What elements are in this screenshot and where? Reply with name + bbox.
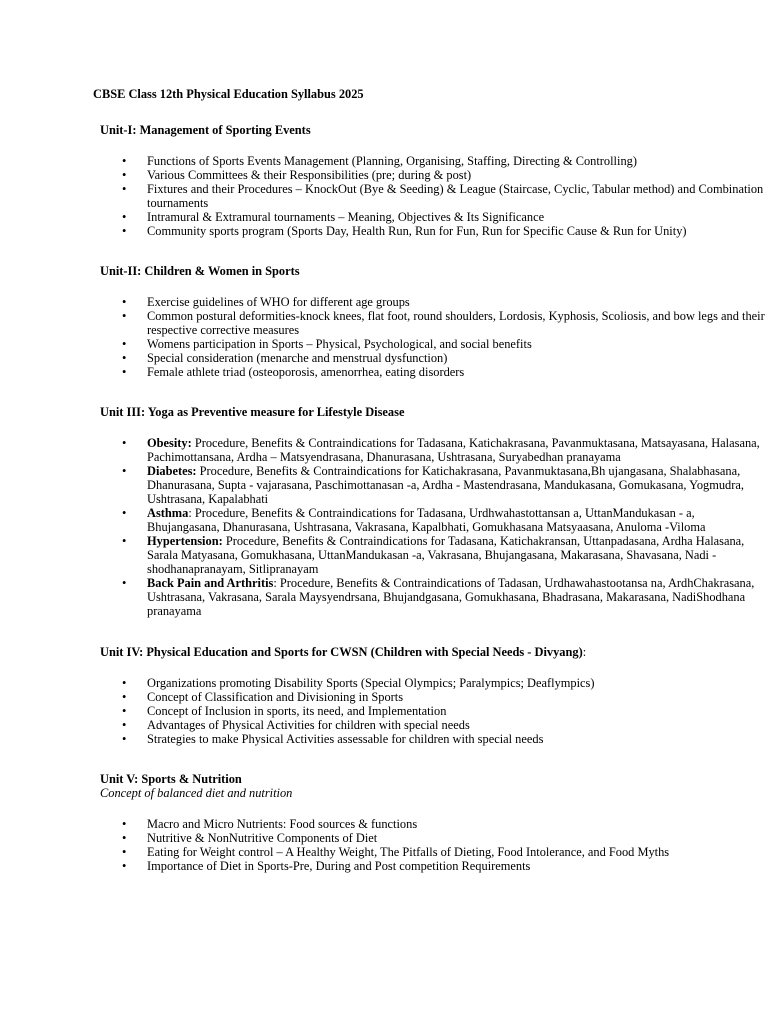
bullet-icon: • (122, 676, 127, 690)
unit-5-subheading: Concept of balanced diet and nutrition (100, 786, 293, 800)
list-item: • Strategies to make Physical Activities assessable for children with special needs (122, 732, 544, 746)
item-label: Obesity: (147, 436, 192, 450)
unit-5-section (100, 772, 765, 873)
bullet-icon: • (122, 295, 127, 309)
bullet-icon: • (122, 168, 127, 182)
list-item: • Eating for Weight control – A Healthy Weight, The Pitfalls of Dieting, Food Intolerance, and Food Myths (122, 845, 670, 859)
bullet-icon: • (122, 365, 127, 379)
unit-2-section (100, 264, 765, 379)
bullet-icon: • (122, 704, 127, 718)
list-item: • Female athlete triad (osteoporosis, amenorrhea, eating disorders (122, 365, 465, 379)
list-item: • Back Pain and Arthritis: Procedure, Benefits & Contraindications of Tadasan, Urdhawahastootansa na, ArdhChakrasana, Ushtrasana, Vakrasana, Sarala Maysyendrsana, Bhujandgasana, Gomukhasana, Bhadrasana, Makarasana, NadiShodhana pranayama (122, 576, 755, 618)
list-item: • Special consideration (menarche and menstrual dysfunction) (122, 351, 448, 365)
bullet-icon: • (122, 464, 127, 478)
list-item: • Womens participation in Sports – Physical, Psychological, and social benefits (122, 337, 532, 351)
unit-3-heading: Unit III: Yoga as Preventive measure for Lifestyle Disease (100, 405, 405, 419)
list-item: • Nutritive & NonNutritive Components of Diet (122, 831, 378, 845)
unit-1-heading: Unit-I: Management of Sporting Events (100, 123, 311, 137)
list-item: • Asthma: Procedure, Benefits & Contraindications for Tadasana, Urdhwahastottansan a, UttanMandukasan - a, Bhujangasana, Dhanurasana, Ushtrasana, Vakrasana, Kapalbhati, Gomukhasana Matsyaasana, Anuloma -Viloma (122, 506, 706, 534)
item-label: Back Pain and Arthritis (147, 576, 274, 590)
bullet-icon: • (122, 337, 127, 351)
bullet-icon: • (122, 534, 127, 548)
list-item: • Macro and Micro Nutrients: Food sources & functions (122, 817, 418, 831)
bullet-icon: • (122, 351, 127, 365)
list-item: • Community sports program (Sports Day, Health Run, Run for Fun, Run for Specific Cause & Run for Unity) (122, 224, 687, 238)
unit-3-section (100, 405, 765, 618)
list-item: • Concept of Inclusion in sports, its need, and Implementation (122, 704, 447, 718)
unit-4-section (100, 645, 765, 746)
bullet-icon: • (122, 831, 127, 845)
bullet-icon: • (122, 690, 127, 704)
item-label: Asthma (147, 506, 189, 520)
list-item: • Various Committees & their Responsibilities (pre; during & post) (122, 168, 472, 182)
bullet-icon: • (122, 732, 127, 746)
unit-1-list (100, 154, 765, 238)
list-item: • Concept of Classification and Divisioning in Sports (122, 690, 404, 704)
unit-4-list (100, 676, 765, 746)
unit-2-list (100, 295, 765, 379)
document-title: CBSE Class 12th Physical Education Syllabus 2025 (93, 87, 364, 101)
list-item: • Intramural & Extramural tournaments – Meaning, Objectives & Its Significance (122, 210, 545, 224)
list-item: • Fixtures and their Procedures – KnockOut (Bye & Seeding) & League (Staircase, Cyclic, Tabular method) and Combination tournaments (122, 182, 764, 210)
list-item: • Advantages of Physical Activities for children with special needs (122, 718, 470, 732)
bullet-icon: • (122, 576, 127, 590)
bullet-icon: • (122, 506, 127, 520)
unit-2-heading: Unit-II: Children & Women in Sports (100, 264, 300, 278)
bullet-icon: • (122, 817, 127, 831)
list-item: • Obesity: Procedure, Benefits & Contraindications for Tadasana, Katichakrasana, Pavanmuktasana, Matsayasana, Halasana, Pachimottansana, Ardha – Matsyendrasana, Dhanurasana, Ushtrasana, Suryabedhan pranayama (122, 436, 760, 464)
bullet-icon: • (122, 154, 127, 168)
unit-5-list (100, 817, 765, 873)
bullet-icon: • (122, 182, 127, 196)
item-label: Diabetes: (147, 464, 197, 478)
unit-4-heading: Unit IV: Physical Education and Sports for CWSN (Children with Special Needs - Divyang): (100, 645, 587, 659)
unit-5-heading: Unit V: Sports & Nutrition (100, 772, 242, 786)
list-item: • Exercise guidelines of WHO for different age groups (122, 295, 410, 309)
bullet-icon: • (122, 845, 127, 859)
list-item: • Common postural deformities-knock knees, flat foot, round shoulders, Lordosis, Kyphosis, Scoliosis, and bow legs and their respective corrective measures (122, 309, 765, 337)
list-item: • Organizations promoting Disability Sports (Special Olympics; Paralympics; Deaflympics) (122, 676, 595, 690)
bullet-icon: • (122, 718, 127, 732)
bullet-icon: • (122, 436, 127, 450)
list-item: • Hypertension: Procedure, Benefits & Contraindications for Tadasana, Katichakransan, Uttanpadasana, Ardha Halasana, Sarala Matyasana, Gomukhasana, UttanMandukasan -a, Vakrasana, Bhujangasana, Makarasana, Shavasana, Nadi - shodhanapranayam, Sitlipranayam (122, 534, 745, 576)
bullet-icon: • (122, 309, 127, 323)
bullet-icon: • (122, 859, 127, 873)
list-item: • Diabetes: Procedure, Benefits & Contraindications for Katichakrasana, Pavanmuktasana,Bh ujangasana, Shalabhasana, Dhanurasana, Supta - vajarasana, Paschimottanasan -a, Ardha - Mastendrasana, Mandukasana, Gomukasana, Yogmudra, Ushtrasana, Kapalabhati (122, 464, 744, 506)
unit-3-list (100, 436, 765, 618)
unit-1-section (100, 123, 765, 238)
item-label: Hypertension: (147, 534, 223, 548)
bullet-icon: • (122, 210, 127, 224)
list-item: • Importance of Diet in Sports-Pre, During and Post competition Requirements (122, 859, 531, 873)
list-item: • Functions of Sports Events Management (Planning, Organising, Staffing, Directing & Controlling) (122, 154, 637, 168)
bullet-icon: • (122, 224, 127, 238)
